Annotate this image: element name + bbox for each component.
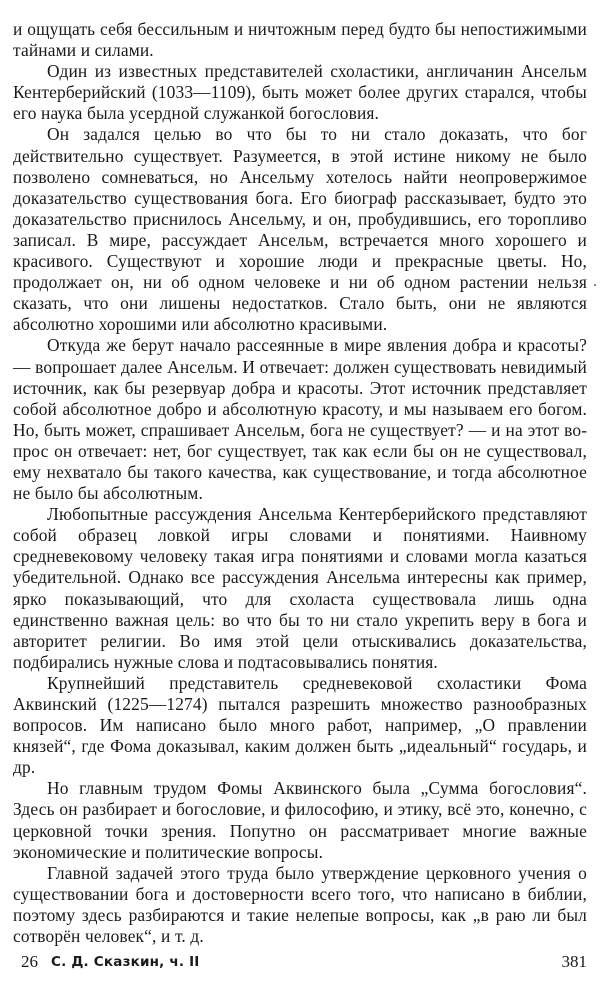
paragraph-1: и ощущать себя бессильным и ничтожным перед будто бы непостижимыми тайнами и силами. [13, 19, 587, 61]
paragraph-summa-task: Главной задачей этого труда было утверждение церковного учения о существовании бога и достоверности всего того, что написано в библии, поэтому здесь разбираются и такие нелепые вопросы, как „в раю ли был сотворён человек“, и т. д. [13, 862, 587, 947]
scan-speck [594, 284, 596, 286]
paragraph-aquinas-intro: Крупнейший представитель средневековой схоластики Фома Аквинский (1225—1274) пытался разрешить множество разнообразных вопросов. Им написано было много работ, например, „О правлении князей“, где Фома доказывал, каким должен быть „идеальный“ государь, и др. [13, 672, 587, 778]
page-number: 381 [561, 952, 587, 971]
page-footer [21, 952, 587, 976]
paragraph-summa: Но главным трудом Фомы Аквинского была „Сумма богословия“. Здесь он разбирает и богословие, и философию, и этику, всё это, конечно, с церковной точки зрения. Попутно он рассматривает многие важные экономические и политические вопросы. [13, 778, 587, 862]
page-body [13, 19, 587, 947]
paragraph-anselm-proof: Он задался целью во что бы то ни стало доказать, что бог действительно существует. Разумеется, в этой истине никому не было позволено сомневаться, но Ансельму хотелось найти неопровержимое доказательство существования бога. Его биограф рассказывает, будто это доказательство приснилось Ансельму, и он, пробудившись, его торопливо записал. В мире, рассуждает Ансельм, встречается много хорошего и красивого. Существуют и хорошие люди и прекрасные цветы. Но, продолжает он, ни об одном человеке и ни об одном растении нельзя сказать, что они лишены недостатков. Стало быть, они не являются абсолютно хорошими или абсолютно красивыми. [13, 124, 587, 335]
paragraph-anselm-source: Откуда же берут начало рассеянные в мире явления добра и красоты? — вопрошает далее Ансельм. И отвечает: должен существовать невидимый источник, как бы резервуар добра и красоты. Этот источник представляет собой абсолютное добро и абсолютную красоту, и мы называем его богом. Но, быть может, спрашивает Ансельм, бога не существует? — и на этот вопрос он отвечает: нет, бог существует, так как если бы он не существовал, ему нехватало бы такого качества, как существование, и тогда абсолютное не было бы абсолютным. [13, 335, 587, 504]
paragraph-anselm-critique: Любопытные рассуждения Ансельма Кентерберийского представляют собой образец ловкой игры словами и понятиями. Наивному средневековому человеку такая игра понятиями и словами могла казаться убедительной. Однако все рассуждения Ансельма интересны как пример, ярко показывающий, что для схоласта существовала лишь одна единственно важная цель: во что бы то ни стало укрепить веру в бога и авторитет религии. Во имя этой цели отыскивались доказательства, подбирались нужные слова и подтасовывались понятия. [13, 504, 587, 672]
signature-number: 26 [21, 952, 38, 971]
paragraph-anselm-intro: Один из известных представителей схоластики, англичанин Ансельм Кентерберийский (1033—1109), быть может более других старался, чтобы его наука была усердной служанкой богословия. [13, 61, 587, 124]
signature-text: С. Д. Сказкин, ч. II [51, 954, 200, 970]
